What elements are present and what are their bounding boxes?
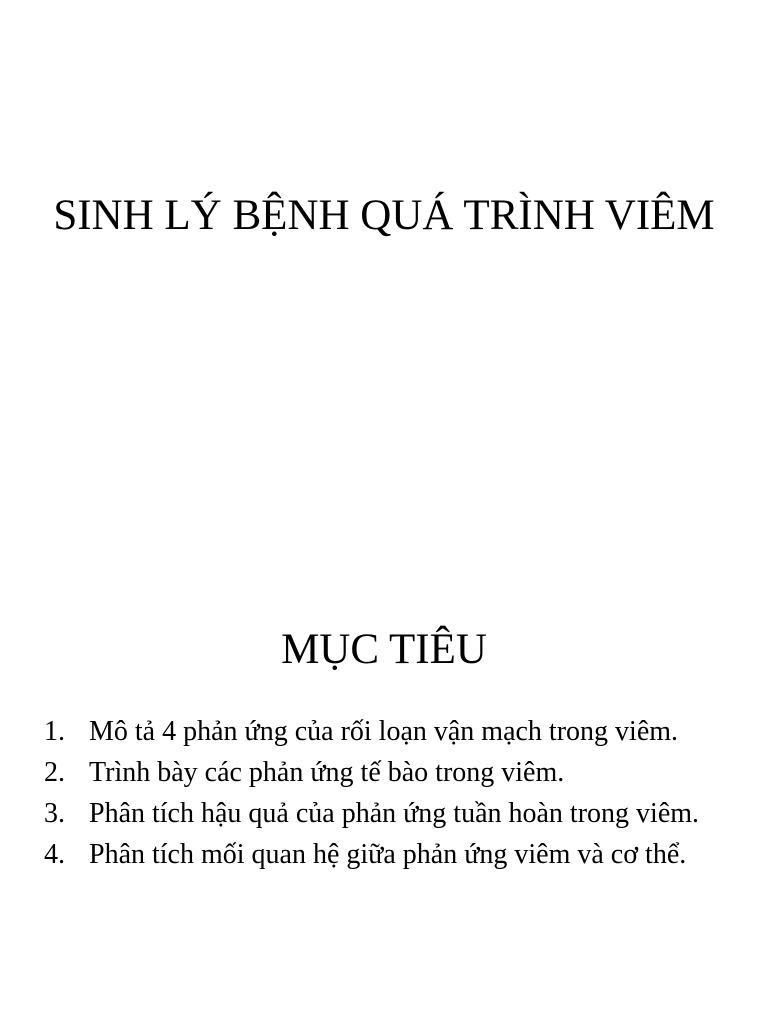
objective-item — [44, 754, 720, 791]
objective-number: 2. — [44, 757, 65, 788]
objective-number: 1. — [44, 716, 65, 747]
objective-number: 4. — [44, 839, 65, 870]
objective-text: Trình bày các phản ứng tế bào trong viêm. — [89, 757, 565, 788]
slide-title: SINH LÝ BỆNH QUÁ TRÌNH VIÊM — [53, 192, 715, 239]
objective-number: 3. — [44, 798, 65, 829]
objectives-slide — [0, 512, 768, 1024]
objective-item — [44, 836, 720, 873]
objective-text: Mô tả 4 phản ứng của rối loạn vận mạch trong viêm. — [89, 716, 679, 747]
objective-item — [44, 795, 720, 832]
objective-text: Phân tích mối quan hệ giữa phản ứng viêm và cơ thể. — [89, 839, 687, 870]
objectives-list — [44, 713, 720, 877]
objective-text: Phân tích hậu quả của phản ứng tuần hoàn trong viêm. — [89, 798, 700, 829]
objectives-heading: MỤC TIÊU — [281, 626, 487, 673]
objective-item — [44, 713, 720, 750]
